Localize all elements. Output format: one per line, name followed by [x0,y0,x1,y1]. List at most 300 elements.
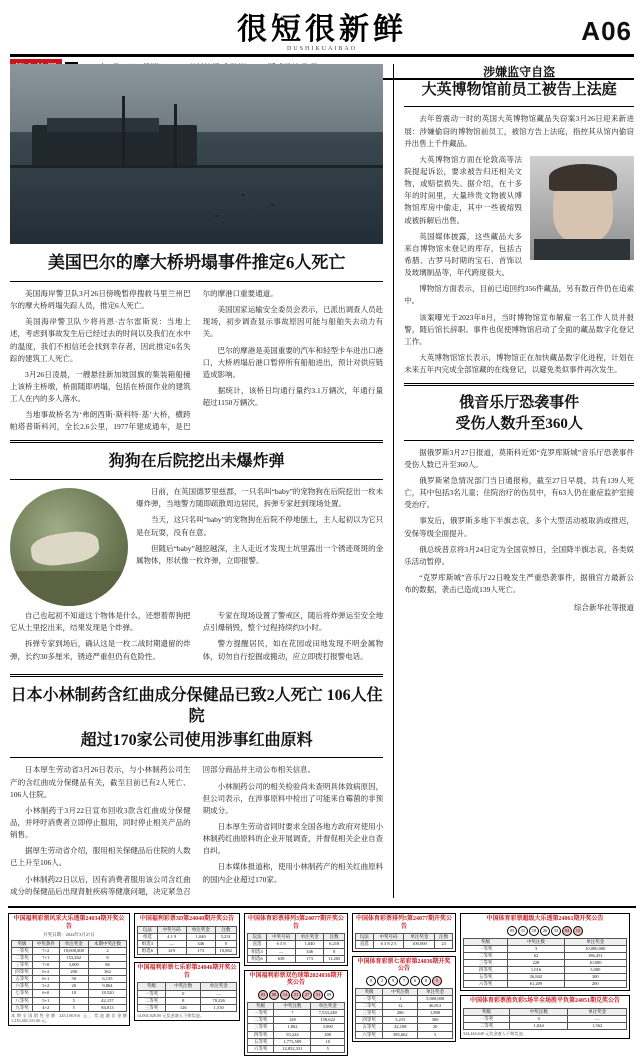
winning-numbers [355,976,453,986]
col-header: 中奖号码 [157,926,186,933]
cell: 6+1 [32,976,59,983]
cell: 5,231 [215,933,236,940]
cell: 二等奖 [138,997,166,1004]
cell: 0 [324,948,345,955]
cell: 1 [383,996,418,1003]
lottery-results-section [8,906,636,1060]
ball: 04 [562,926,572,936]
cell: 186,451 [564,952,626,959]
cell: 一等奖 [12,948,33,955]
ball: 14 [280,990,290,1000]
col-header: 中奖注数 [383,989,418,996]
divider [10,281,383,282]
cell: — [157,940,186,947]
left-column [10,64,394,898]
cell: 一等奖 [138,990,166,997]
headline-kobayashi-1: 日本小林制药含红曲成分保健品已致2人死亡 106人住院 [10,686,383,726]
paragraph: 日本媒体报道称，使用小林制药产的相关红曲原料的国内企业超过170家。 [202,862,384,884]
table-row [138,933,237,940]
cell: 11,205 [324,955,345,962]
cell: 组选6 [138,947,158,954]
headline-dog-bomb: 狗狗在后院挖出未爆炸弹 [108,453,285,471]
paragraph: 拆弹专家到场后，确认这是一枚二战时期遗留的炸弹，长约30多厘米，锈迹严重但仍有危险性。 [10,639,191,661]
paragraph: 3月26日凌晨，一艘悬挂新加坡国旗的集装箱船撞上该桥主桥墩，桥面随即坍塌，包括在桥面作业的建筑工人在内的多人落水。 [10,369,191,404]
cell: 0 [509,1015,568,1022]
ball: 27 [302,990,312,1000]
table-row [464,966,627,973]
cell: 四等奖 [12,969,33,976]
table-row [356,1024,453,1031]
cell: 346 [186,940,215,947]
divider [404,383,634,386]
article-body-museum-rest [404,283,634,376]
lottery-title: 中国福利彩票风采大乐透第24034期开奖公告 [13,915,125,930]
cell: 5 [59,1004,88,1011]
winning-numbers [247,990,345,1000]
col-header: 单注奖金 [404,934,435,941]
table-row [12,955,127,962]
dog-digging-photo [10,488,128,606]
table-row [12,997,127,1004]
lottery-col-1 [8,913,130,1060]
lottery-title: 中国体育彩票超级大乐透第24061期开奖公告 [486,915,604,922]
cell: 93,224 [274,1031,311,1038]
cell: 638 [267,955,296,962]
table-row [356,1010,453,1017]
paragraph: 专家在现场设置了警戒区，随后将炸弹运至安全地点引爆销毁，整个过程持续约3小时。 [202,611,384,633]
photo-containers [47,118,159,132]
paragraph: 据厚生劳动省介绍，服用相关保健品后住院的人数已上升至106人。 [10,846,191,868]
cell: 8 [165,997,201,1004]
article-body-moscow [404,447,634,597]
ball: 21 [291,990,301,1000]
lottery-box-chaojidaletou [460,913,630,991]
cell: 4 1 9 [157,933,186,940]
col-header: 单注奖金 [59,941,88,948]
paragraph: 据俄罗斯3月27日报道，莫斯科近郊“克罗库斯城”音乐厅恐袭事件受伤人数已升至360人。 [404,447,634,469]
table-row [356,1003,453,1010]
lottery-note: 14,004,028.00 元奖金滚入下期奖池。 [137,1012,205,1018]
cell: 200 [564,981,626,988]
cell: 385,662 [383,1031,418,1038]
cell: 62 [508,952,564,959]
cell: 10,862 [215,947,236,954]
cell: 300 [564,973,626,980]
table-row [248,1024,345,1031]
col-header: 单注奖金 [564,938,626,945]
suspect-portrait-photo [530,156,634,260]
col-header: 中奖注数 [508,938,564,945]
cell: 200 [311,1031,345,1038]
col-header: 中奖注数 [165,983,201,990]
cell: 128 [274,1017,311,1024]
cell: 6 3 8 2 5 [373,941,404,948]
col-header: 中奖注数 [274,1003,311,1010]
photo-boat [241,194,245,196]
cell: 158,622 [311,1017,345,1024]
paragraph: 事发后，俄罗斯多地下半旗志哀，多个大型活动被取消或推迟，安保等级全面提升。 [404,516,634,538]
table-row [356,996,453,1003]
col-header: 玩法 [138,926,158,933]
cell: 组选3 [138,940,158,947]
cell: 5 [418,1031,453,1038]
cell: 二等奖 [464,952,508,959]
ball: 2 [377,976,387,986]
table-row [464,945,627,952]
cell: 6+0 [32,990,59,997]
cell: 286 [383,1010,418,1017]
cell: 三等奖 [248,1024,274,1031]
lottery-box-qilecai [134,962,240,1021]
paragraph: 该案曝光于2023年8月，当时博物馆宣布解雇一名工作人员并报警，随后馆长辞职。事件也促使博物馆启动了全面的藏品数字化登记工作。 [404,312,634,346]
cell: 42,108 [383,1024,418,1031]
lottery-col-5 [460,913,630,1060]
photo-mast [174,104,177,169]
cell: 3,215 [383,1017,418,1024]
col-header: 单注奖金 [568,1008,627,1015]
cell: 10 [59,990,88,997]
cell: 7+0 [32,962,59,969]
col-header: 中奖号码 [267,934,296,941]
cell: 六等奖 [12,983,33,990]
ball: 5 [432,976,442,986]
table-row [248,1031,345,1038]
article-body-kobayashi [10,764,383,897]
cell: 三等奖 [356,1010,383,1017]
cell: 419 [157,947,186,954]
cell: 三等奖 [138,1004,166,1011]
cell: 6,218 [324,941,345,948]
table-row [248,941,345,948]
cell: — [201,990,237,997]
cell: 五等奖 [356,1024,383,1031]
page-title: 很短很新鲜 [237,13,407,46]
photo-shirt [534,239,630,260]
paragraph: 去年曾震动一时的英国大英博物馆藏品失窃案3月26日迎来新进展：涉嫌偷窃的博物馆前员工，被馆方告上法庭，指控其从馆内偷窃并出售上千件藏品。 [404,114,634,148]
table-row [248,1010,345,1017]
lottery-title: 中国福利彩票双色球第2024036期开奖公告 [249,972,343,987]
table-row [138,940,237,947]
divider [10,757,383,758]
headline-baltimore-bridge: 美国巴尔的摩大桥坍塌事件推定6人死亡 [47,253,346,272]
cell: 1,040 [295,941,324,948]
paragraph: 日本厚生劳动省3月26日表示，与小林制药公司生产的含红曲成分保健品有关，截至目前已有2人死亡、106人住院。 [10,765,191,799]
cell: 46,812 [418,1003,453,1010]
cell: 一等奖 [356,996,383,1003]
cell: 1,016 [508,966,564,973]
cell: 84,013 [88,1004,126,1011]
ball: 8 [421,976,431,986]
right-column [394,64,634,898]
ball: 31 [313,990,323,1000]
cell: 三等奖 [464,959,508,966]
cell: 一等奖 [248,1010,274,1017]
col-header: 奖级 [464,938,508,945]
paragraph: 俄总统普京将3月24日定为全国哀悼日，全国降半旗志哀，各类娱乐活动暂停。 [404,544,634,566]
article-body-museum-top [404,113,634,149]
cell: 5 [59,997,88,1004]
table-row [12,983,127,990]
lottery-title: 中国体育彩票七星彩第24036期开奖公告 [357,958,451,973]
cell: 5 [311,1045,345,1052]
divider [10,440,383,443]
paragraph: 大英博物馆馆长表示，博物馆正在加快藏品数字化进程，计划在未来五年内完成全部馆藏的在线登记，以避免类似事件再次发生。 [404,352,634,375]
masthead [0,0,644,58]
cell: 61,209 [508,981,564,988]
bridge-collapse-photo [10,64,383,244]
cell: 六等奖 [248,1045,274,1052]
paragraph: 博物馆方面表示，目前已追回约356件藏品，另有数百件仍在追索中。 [404,284,634,306]
col-header: 单注奖金 [295,934,324,941]
ball: 08 [269,990,279,1000]
table-row [356,1017,453,1024]
paragraph: 日本厚生劳动省同时要求全国各地方政府对使用小林制药红曲原料的企业开展调查，并督促相关企业自查自纠。 [202,821,384,856]
lottery-box-3d [134,913,240,958]
cell: 组选3 [248,948,267,955]
headline-museum-main: 大英博物馆前员工被告上法庭 [421,82,617,99]
ball: 05 [507,926,517,936]
cell: 50 [59,976,88,983]
paragraph: 日前，在英国德罗里兹郡，一只名叫“baby”的宠物狗在后院挖出一枚未爆炸弹，当地警方随即疏散周边居民，拆弹专家赶到现场处置。 [136,487,384,509]
col-header: 中奖注数 [509,1008,568,1015]
paragraph: 巴尔的摩港是美国重要的汽车和轻型卡车进出口港口，大桥坍塌后港口暂停所有船舶进出，预计对供应链造成影响。 [202,345,384,379]
article-body-baltimore [10,288,383,434]
ball: 03 [258,990,268,1000]
cell: 二等奖 [356,1003,383,1010]
ball: 33 [551,926,561,936]
cell: 5+1 [32,997,59,1004]
cell: 五等奖 [464,973,508,980]
cell: 10,000,000 [564,945,626,952]
cell: 1,562 [568,1022,627,1029]
lottery-box-pailie3 [244,913,348,966]
cell: 8 [88,955,126,962]
cell: — [267,948,296,955]
col-header: 注数 [215,926,236,933]
table-row [138,990,237,997]
lottery-col-4 [352,913,456,1060]
headline-museum-kicker: 涉嫌监守自盗 [483,65,556,79]
ball-blue: 09 [324,990,334,1000]
cell: 7,533,248 [311,1010,345,1017]
lottery-title: 中国福利彩票3D第24040期开奖公告 [139,915,235,922]
photo-mast [122,96,125,168]
headline-moscow-attack-1: 俄音乐厅恐袭事件 [459,395,580,412]
photo-dog [29,528,101,568]
paragraph: 俄罗斯紧急情况部门当日通报称，截至27日早晨，共有139人死亡，其中包括3名儿童；住院治疗的伤员中，有63人仍在重症监护室接受治疗。 [404,476,634,510]
cell: 26,842 [508,973,564,980]
lottery-box-daletou [8,913,130,1026]
cell: 9,864 [88,983,126,990]
cell: 九等奖 [12,1004,33,1011]
cell: 12 [383,1003,418,1010]
col-header: 奖级 [12,941,33,948]
table-row [12,976,127,983]
col-header: 本期中奖注数 [88,941,126,948]
cell: 10,000 [564,959,626,966]
lottery-note: 324,444,640 元奖金滚入下期奖池。 [463,1031,527,1037]
lottery-box-shengfucai [460,995,630,1039]
photo-hair [549,164,618,191]
ball: 0 [366,976,376,986]
lottery-col-3 [244,913,348,1060]
table-row [248,1017,345,1024]
lottery-table [463,938,627,988]
col-header: 单注奖金 [186,926,215,933]
cell: 10,000,000 [59,948,88,955]
cell: 八等奖 [12,997,33,1004]
cell: 23 [435,941,453,948]
cell: 1,773,509 [274,1038,311,1045]
cell: 7+2 [32,948,59,955]
table-row [248,1038,345,1045]
lottery-table [137,982,237,1011]
cell: 1,530 [201,1004,237,1011]
headline-kobayashi-2: 超过170家公司使用涉事红曲原料 [80,731,313,749]
winning-numbers [463,926,627,936]
col-header: 奖级 [138,983,166,990]
cell: 3 [508,945,564,952]
table-row [464,952,627,959]
cell: 四等奖 [356,1017,383,1024]
cell: 1,862 [274,1024,311,1031]
cell: 二等奖 [248,1017,274,1024]
photo-bridge-span [10,165,383,168]
cell: 10 [311,1038,345,1045]
paragraph: 小林制药于3月22日宣布回收3款含红曲成分保健品，并呼吁消费者立即停止服用，同时停止相关产品的销售。 [10,805,191,840]
table-row [464,981,627,988]
cell: 0 [215,940,236,947]
cell: 4+2 [32,1004,59,1011]
cell: 173 [295,955,324,962]
cell: 七等奖 [12,990,33,997]
col-header: 注数 [324,934,345,941]
table-row [464,959,627,966]
cell: 0 [165,990,201,997]
cell: 173 [186,947,215,954]
paragraph: 英国媒体披露，这些藏品大多来自博物馆未登记的库存，包括古希腊、古罗马时期的宝石、首饰以及玻璃制品等，年代跨度很大。 [404,231,522,278]
cell: 二等奖 [464,1022,510,1029]
lottery-title: 中国福利彩票七乐彩第24046期开奖公告 [137,964,237,979]
col-header: 注数 [435,934,453,941]
cell: 7 [274,1010,311,1017]
col-header: 奖级 [356,989,383,996]
article-columns [10,64,634,898]
table-row [464,973,627,980]
divider [404,440,634,441]
paragraph: 据统计，该桥日均通行量约3.1万辆次，年通行量超过1150万辆次。 [202,385,384,408]
cell: 3,000 [564,966,626,973]
col-header: 中奖条件 [32,941,59,948]
paragraph: 小林制药22日以后，因有消费者服用该公司含红曲成分的保健品后出现肾脏疾病等健康问题，决定紧急召回部分商品并主动公布相关信息。 [10,765,316,896]
cell: 6 3 8 [267,941,296,948]
lottery-col-2 [134,913,240,1060]
cell: 六等奖 [356,1031,383,1038]
paragraph: “克罗库斯城”音乐厅22日晚发生严重恐袭事件，据俄官方最新公布的数据，袭击已造成139人死亡。 [404,573,634,595]
table-row [12,948,127,955]
cell: 70,226 [201,997,237,1004]
table-row [12,962,127,969]
table-row [138,1004,237,1011]
cell: 单选 [138,933,158,940]
ball: 12 [573,926,583,936]
table-row [356,941,453,948]
paragraph: 小林制药公司的相关检验尚未查明具体致病原因，但公司表示，在涉事原料中检出了可能来自霉菌的非预期成分。 [202,781,384,815]
cell: 1,040 [186,933,215,940]
cell: 42,157 [88,997,126,1004]
cell: 五等奖 [12,976,33,983]
masthead-pinyin: DUSHIKUAIBAO [287,46,357,52]
cell: 五等奖 [248,1038,274,1045]
col-header: 单注奖金 [311,1003,345,1010]
masthead-rule [10,54,634,57]
lottery-box-shuangseqiu [244,970,348,1056]
table-row [248,948,345,955]
cell: 一等奖 [464,1015,510,1022]
paragraph: 美国国家运输安全委员会表示，已派出调查人员赴现场，初步调查显示事故原因可能与船舶失去动力有关。 [202,305,384,339]
table-row [138,947,237,954]
paragraph: 当天，这只名叫“baby”的宠物狗在后院不停地刨土，主人起初以为它只是在玩耍，没有在意。 [136,515,384,537]
ball: 9 [388,976,398,986]
col-header: 奖级 [464,1008,510,1015]
cell: 5,000,000 [418,996,453,1003]
table-row [12,990,127,997]
table-row [464,1015,627,1022]
cell: 六等奖 [464,981,508,988]
cell: 1,044 [509,1022,568,1029]
lottery-table [463,1008,627,1030]
photo-soil [10,571,128,606]
cell: 346 [295,948,324,955]
cell: 7+1 [32,955,59,962]
col-header: 中奖号码 [373,934,404,941]
source-credit: 综合新华社等报道 [574,603,634,613]
col-header: 奖级 [248,1003,274,1010]
paragraph: 美国海岸警卫队少将肖恩·吉尔雷斯说：当地上述，考虑到事故发生后已经过去的时间以及我们在水中的温度，我们不相信还会找到幸存者，因此推定6名失踪的建筑工人死亡。 [10,317,191,363]
lottery-table [247,933,345,962]
ball: 26 [540,926,550,936]
paragraph: 警方提醒居民，如在花园或田地发现不明金属物体，切勿自行挖掘或搬动，应立即拨打报警电话。 [202,639,384,661]
lottery-table [11,940,127,1012]
divider [10,479,383,480]
lottery-title: 中国体育彩票胜负彩5场半全场胜平负第24051期兑奖公告 [469,998,620,1005]
lottery-table [355,933,453,948]
lottery-title: 中国体育彩票排列3第24077期开奖公告 [247,915,344,930]
lottery-title: 中国体育彩票排列5第24077期开奖公告 [355,915,452,930]
table-row [248,955,345,962]
paragraph: 但随后“baby”越挖越深，主人走近才发现土坑里露出一个锈迹斑斑的金属物体，形状像一枚炸弹，立即报警。 [136,543,384,565]
cell: 组选6 [248,955,267,962]
cell: 二等奖 [12,955,33,962]
cell: 3,000 [59,962,88,969]
lottery-box-qixingcai [352,956,456,1042]
lottery-subtitle: 开奖日期：2024年3月27日 [43,932,95,938]
paragraph: 美国海岸警卫队3月26日傍晚暂停搜救马里兰州巴尔的摩大桥坍塌失踪人员，推定6人死亡。 [10,288,191,311]
col-header: 玩法 [248,934,267,941]
lottery-note: 本期全国销售金额 245,108,916 元，奖池滚存金额 1,235,482,331.06 元。 [11,1012,127,1023]
cell: 3,000 [311,1024,345,1031]
cell: 直选 [356,941,374,948]
cell: 6+2 [32,969,59,976]
cell: 20 [418,1024,453,1031]
cell: 18,520 [88,990,126,997]
table-row [12,1004,127,1011]
col-header: 单注奖金 [201,983,237,990]
lottery-box-pailie5 [352,913,456,952]
cell: 300 [418,1017,453,1024]
cell: 直选 [248,941,267,948]
col-header: 玩法 [356,934,374,941]
